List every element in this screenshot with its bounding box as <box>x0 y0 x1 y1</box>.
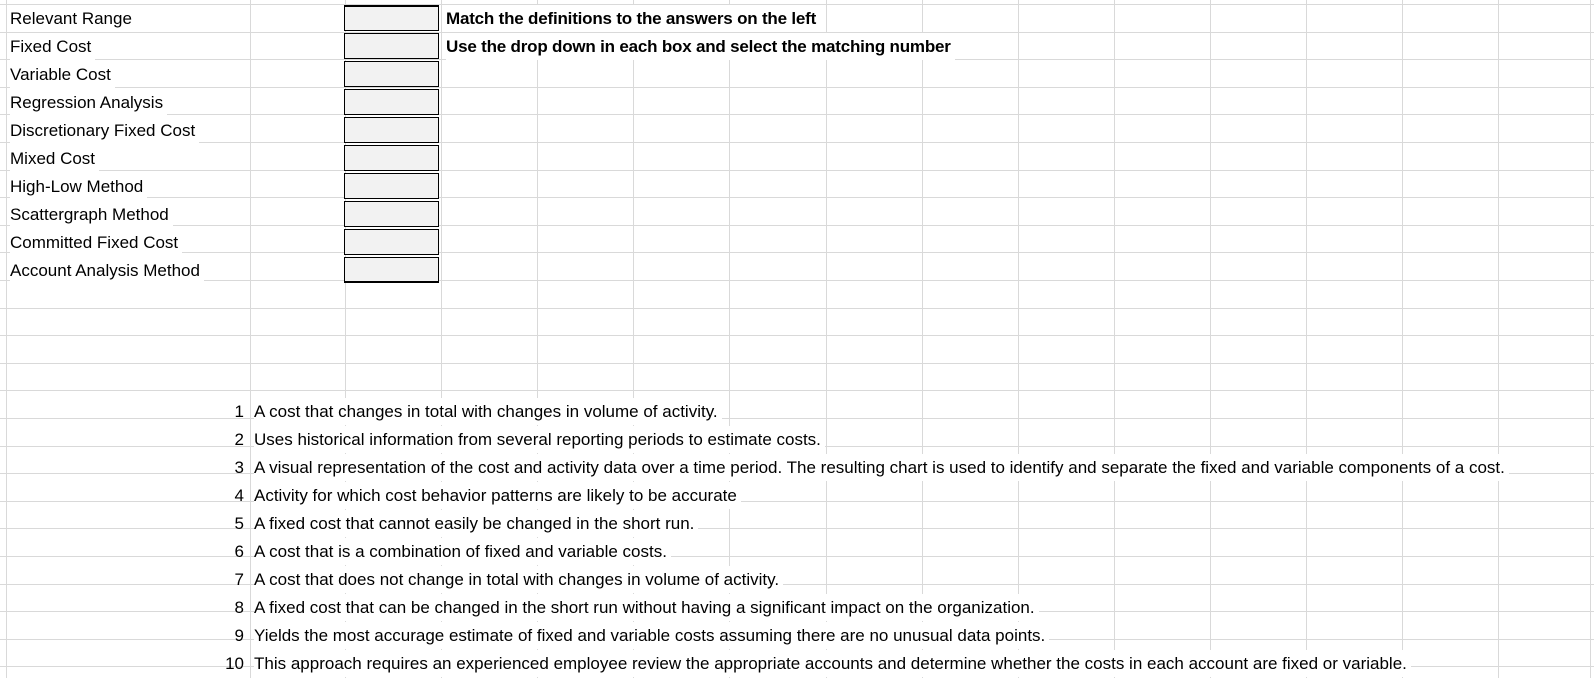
definition-number: 6 <box>234 542 244 561</box>
definition-number: 1 <box>234 402 244 421</box>
definition-text: A visual representation of the cost and activity data over a time period. The resulting chart is used to identify and separate the fixed and variable components of a cost. <box>254 454 1509 481</box>
definition-number: 5 <box>234 514 244 533</box>
definition-number: 3 <box>234 458 244 477</box>
term-label[interactable]: Account Analysis Method <box>10 257 204 284</box>
grid-column-line <box>922 0 923 678</box>
grid-row-line <box>0 280 1594 281</box>
grid-column-line <box>1306 0 1307 678</box>
definition-text: Yields the most accurage estimate of fixed and variable costs assuming there are no unusual data points. <box>254 622 1049 649</box>
answer-dropdown-cell[interactable] <box>344 5 439 31</box>
definition-text: Activity for which cost behavior patterns are likely to be accurate <box>254 482 741 509</box>
definition-text: A cost that changes in total with changes in volume of activity. <box>254 398 722 425</box>
definition-number: 7 <box>234 570 244 589</box>
grid-column-line <box>6 0 7 678</box>
grid-row-line <box>0 390 1594 391</box>
grid-row-line <box>0 335 1594 336</box>
grid-column-line <box>1402 0 1403 678</box>
answer-dropdown-cell[interactable] <box>344 117 439 143</box>
term-label[interactable]: Discretionary Fixed Cost <box>10 117 199 144</box>
definition-text: A cost that does not change in total with changes in volume of activity. <box>254 566 783 593</box>
answer-dropdown-cell[interactable] <box>344 173 439 199</box>
term-label[interactable]: Committed Fixed Cost <box>10 229 182 256</box>
answer-dropdown-cell[interactable] <box>344 61 439 87</box>
grid-row-line <box>0 308 1594 309</box>
definition-number: 9 <box>234 626 244 645</box>
term-label[interactable]: Relevant Range <box>10 5 136 32</box>
definition-text: Uses historical information from several reporting periods to estimate costs. <box>254 426 825 453</box>
term-label[interactable]: Scattergraph Method <box>10 201 173 228</box>
term-label[interactable]: Mixed Cost <box>10 145 99 172</box>
grid-column-line <box>1590 0 1591 678</box>
term-label[interactable]: High-Low Method <box>10 173 147 200</box>
answer-dropdown-cell[interactable] <box>344 33 439 59</box>
grid-column-line <box>250 0 251 678</box>
grid-column-line <box>1018 0 1019 678</box>
grid-row-line <box>0 170 1594 171</box>
instruction-line-1: Match the definitions to the answers on the left <box>446 5 820 32</box>
grid-row-line <box>0 142 1594 143</box>
definition-number: 8 <box>234 598 244 617</box>
grid-column-line <box>1210 0 1211 678</box>
answer-dropdown-cell[interactable] <box>344 257 439 283</box>
grid-row-line <box>0 363 1594 364</box>
definition-text: This approach requires an experienced employee review the appropriate accounts and determine whether the costs in each account are fixed or variable. <box>254 650 1411 677</box>
grid-column-line <box>1114 0 1115 678</box>
definition-text: A cost that is a combination of fixed and variable costs. <box>254 538 671 565</box>
grid-row-line <box>0 225 1594 226</box>
answer-dropdown-cell[interactable] <box>344 201 439 227</box>
grid-row-line <box>0 197 1594 198</box>
definition-text: A fixed cost that can be changed in the short run without having a significant impact on the organization. <box>254 594 1039 621</box>
grid-column-line <box>1498 0 1499 678</box>
definition-number: 4 <box>234 486 244 505</box>
grid-column-line <box>826 0 827 678</box>
term-label[interactable]: Fixed Cost <box>10 33 95 60</box>
term-label[interactable]: Variable Cost <box>10 61 115 88</box>
answer-dropdown-cell[interactable] <box>344 229 439 255</box>
definition-text: A fixed cost that cannot easily be changed in the short run. <box>254 510 698 537</box>
grid-row-line <box>0 87 1594 88</box>
definition-number: 10 <box>225 654 244 673</box>
answer-dropdown-cell[interactable] <box>344 89 439 115</box>
grid-row-line <box>0 252 1594 253</box>
answer-dropdown-cell[interactable] <box>344 145 439 171</box>
term-label[interactable]: Regression Analysis <box>10 89 167 116</box>
grid-row-line <box>0 114 1594 115</box>
definition-number: 2 <box>234 430 244 449</box>
instruction-line-2: Use the drop down in each box and select the matching number <box>446 33 955 60</box>
